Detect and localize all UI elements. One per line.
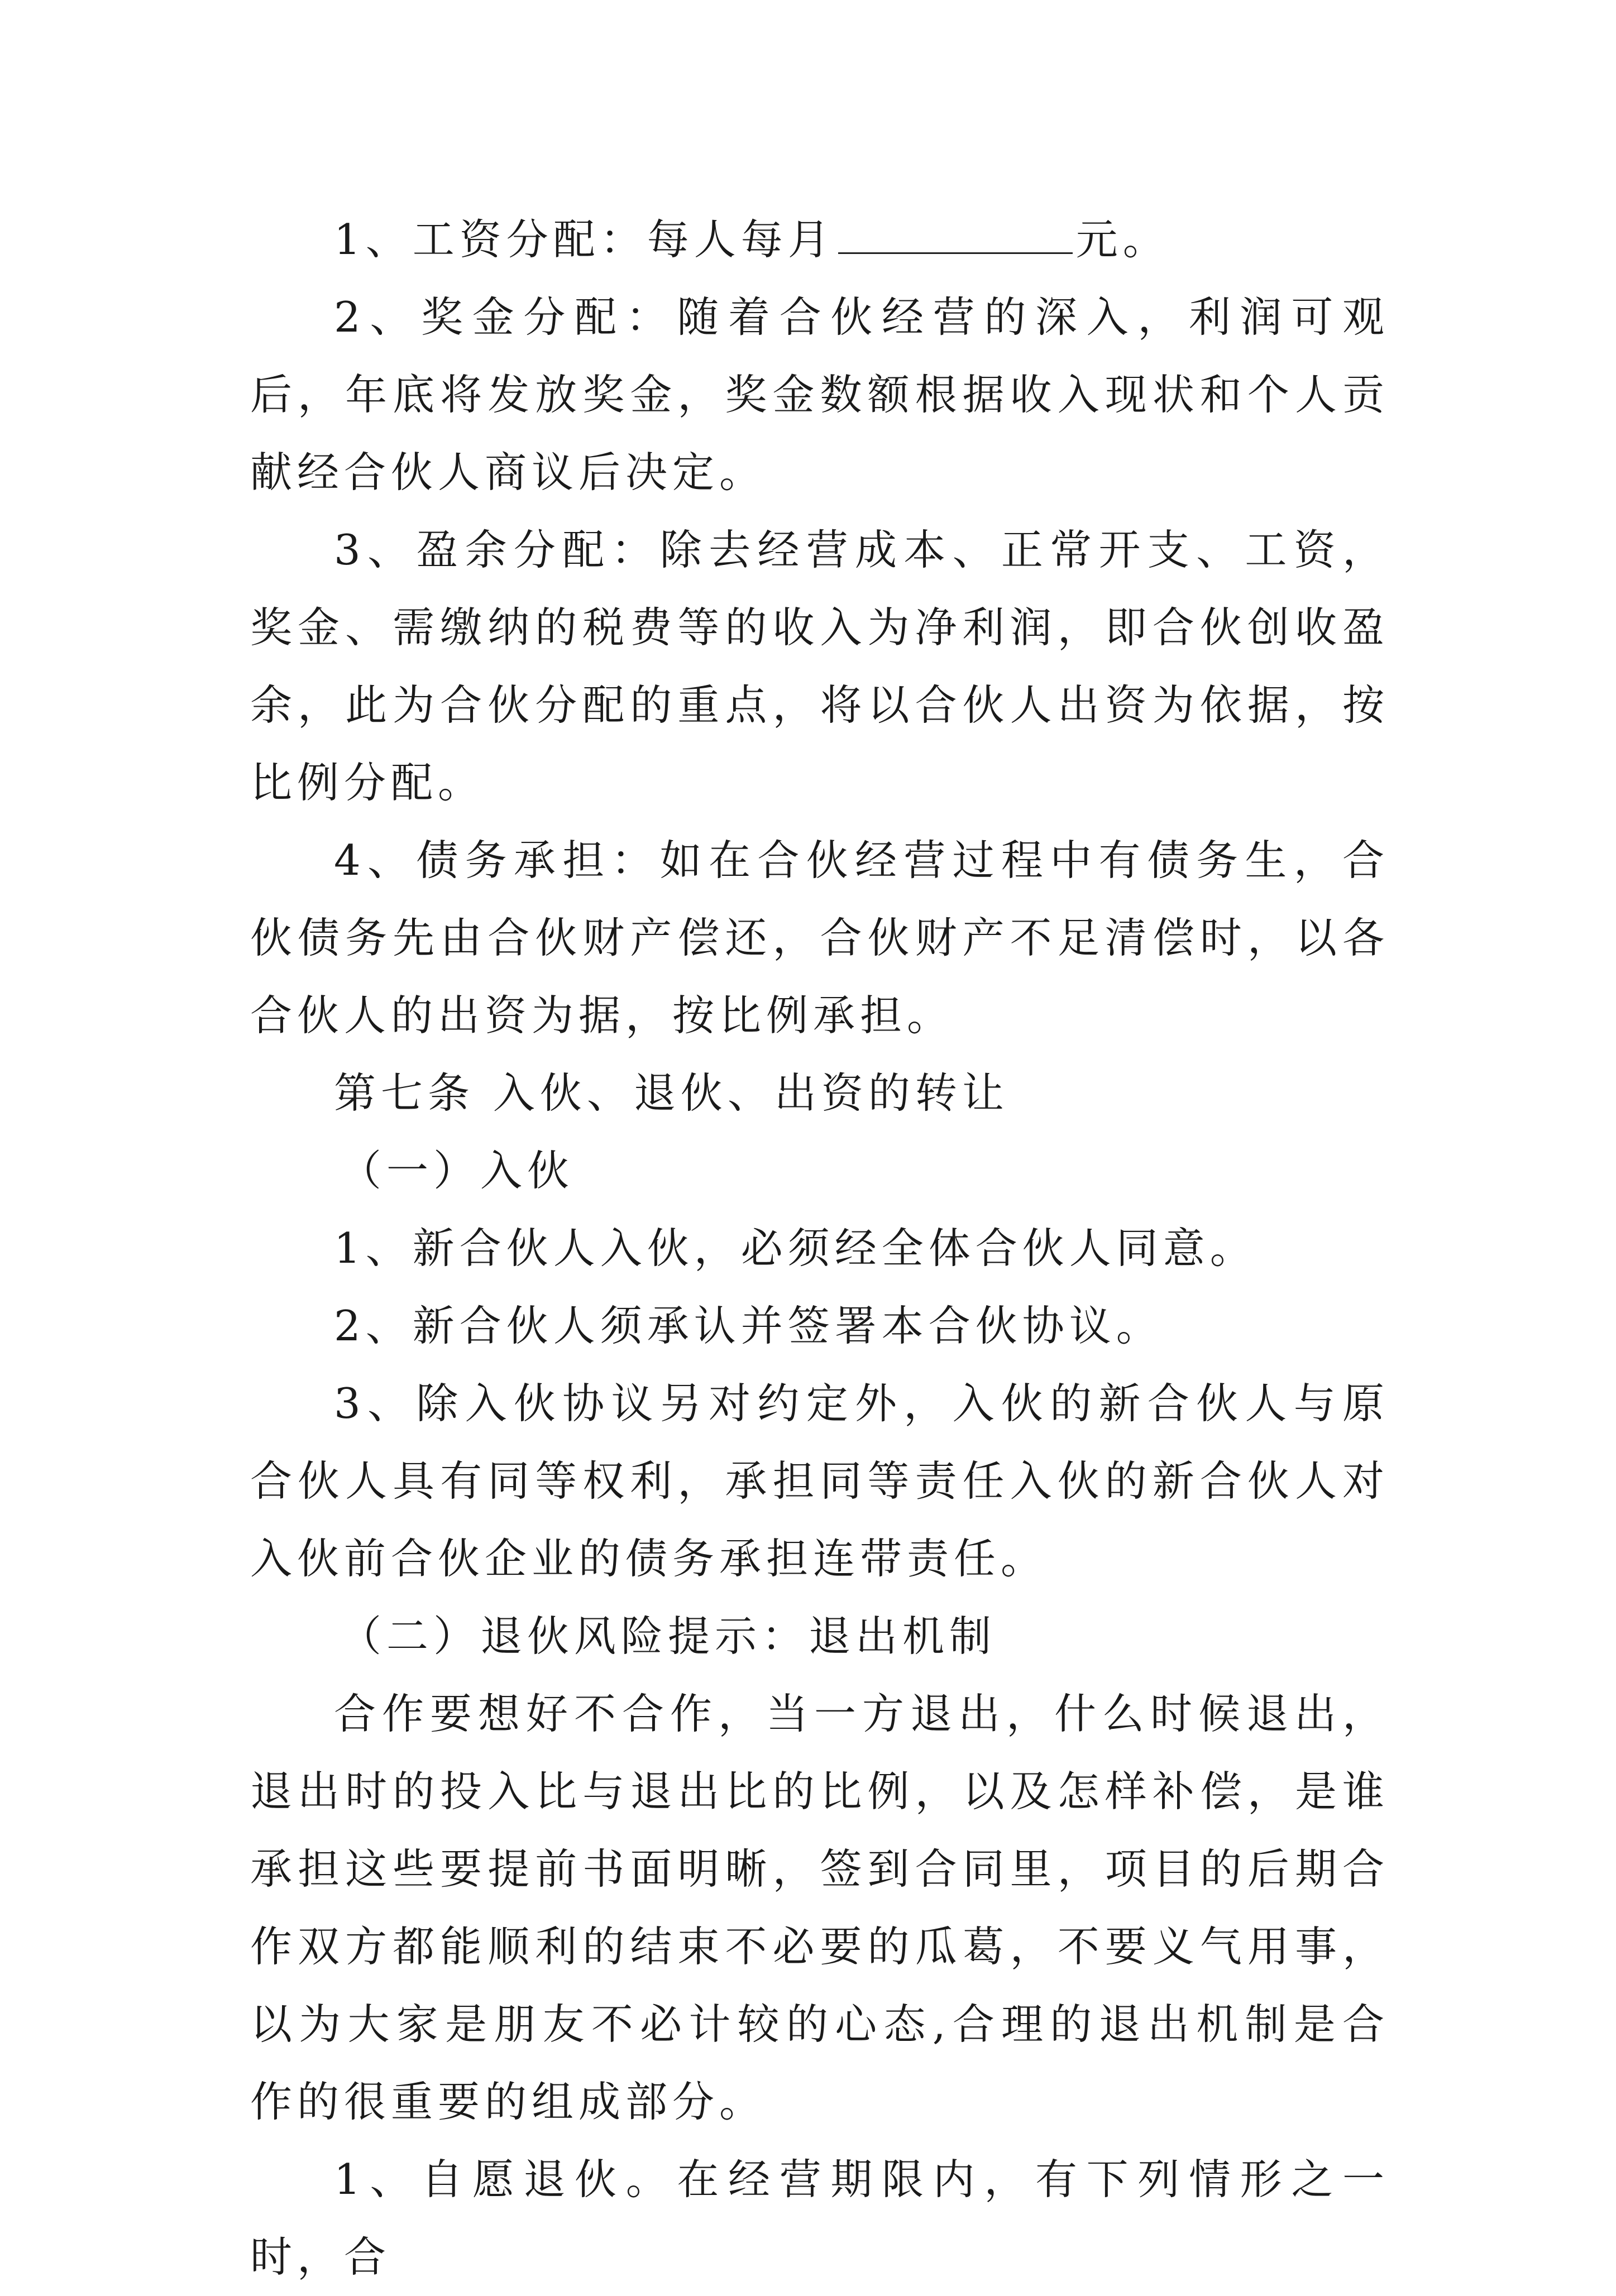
paragraph-join-sign: 2、新合伙人须承认并签署本合伙协议。 [334, 1301, 1163, 1350]
section-exit-heading: （二）退伙风险提示：退出机制 [340, 1612, 997, 1661]
wage-amount-blank [838, 219, 1073, 254]
paragraph-surplus-distribution: 3、盈余分配：除去经营成本、正常开支、工资，奖金、需缴纳的税费等的收入为净利润，即合伙创收盈余，此为合伙分配的重点，将以合伙人出资为依据，按比例分配。 [250, 525, 1389, 807]
section-join-heading: （一）入伙 [340, 1146, 575, 1195]
paragraph-bonus-distribution: 2、奖金分配：随着合伙经营的深入，利润可观后，年底将发放奖金，奖金数额根据收入现状和个人贡献经合伙人商议后决定。 [250, 293, 1389, 497]
paragraph-exit-mechanism: 合作要想好不合作，当一方退出，什么时候退出，退出时的投入比与退出比的比例，以及怎样补偿，是谁承担这些要提前书面明晰，签到合同里，项目的后期合作双方都能顺利的结束不必要的瓜葛，不要义气用事，以为大家是朋友不必计较的心态,合理的退出机制是合作的很重要的组成部分。 [250, 1689, 1389, 2126]
article-seven-heading: 第七条 入伙、退伙、出资的转让 [334, 1068, 1009, 1118]
paragraph-voluntary-exit: 1、自愿退伙。在经营期限内，有下列情形之一时，合 [250, 2155, 1389, 2281]
paragraph-join-consent: 1、新合伙人入伙，必须经全体合伙人同意。 [334, 1224, 1257, 1273]
document-body [250, 201, 1389, 2296]
paragraph-join-rights: 3、除入伙协议另对约定外，入伙的新合伙人与原合伙人具有同等权利，承担同等责任入伙的新合伙人对入伙前合伙企业的债务承担连带责任。 [250, 1379, 1389, 1583]
wage-text-prefix: 1、工资分配：每人每月 [334, 215, 835, 264]
paragraph-wage-distribution [250, 201, 1389, 279]
wage-text-suffix: 元。 [1075, 215, 1170, 264]
paragraph-debt-bearing: 4、债务承担：如在合伙经营过程中有债务生，合伙债务先由合伙财产偿还，合伙财产不足清偿时，以各合伙人的出资为据，按比例承担。 [250, 836, 1389, 1040]
